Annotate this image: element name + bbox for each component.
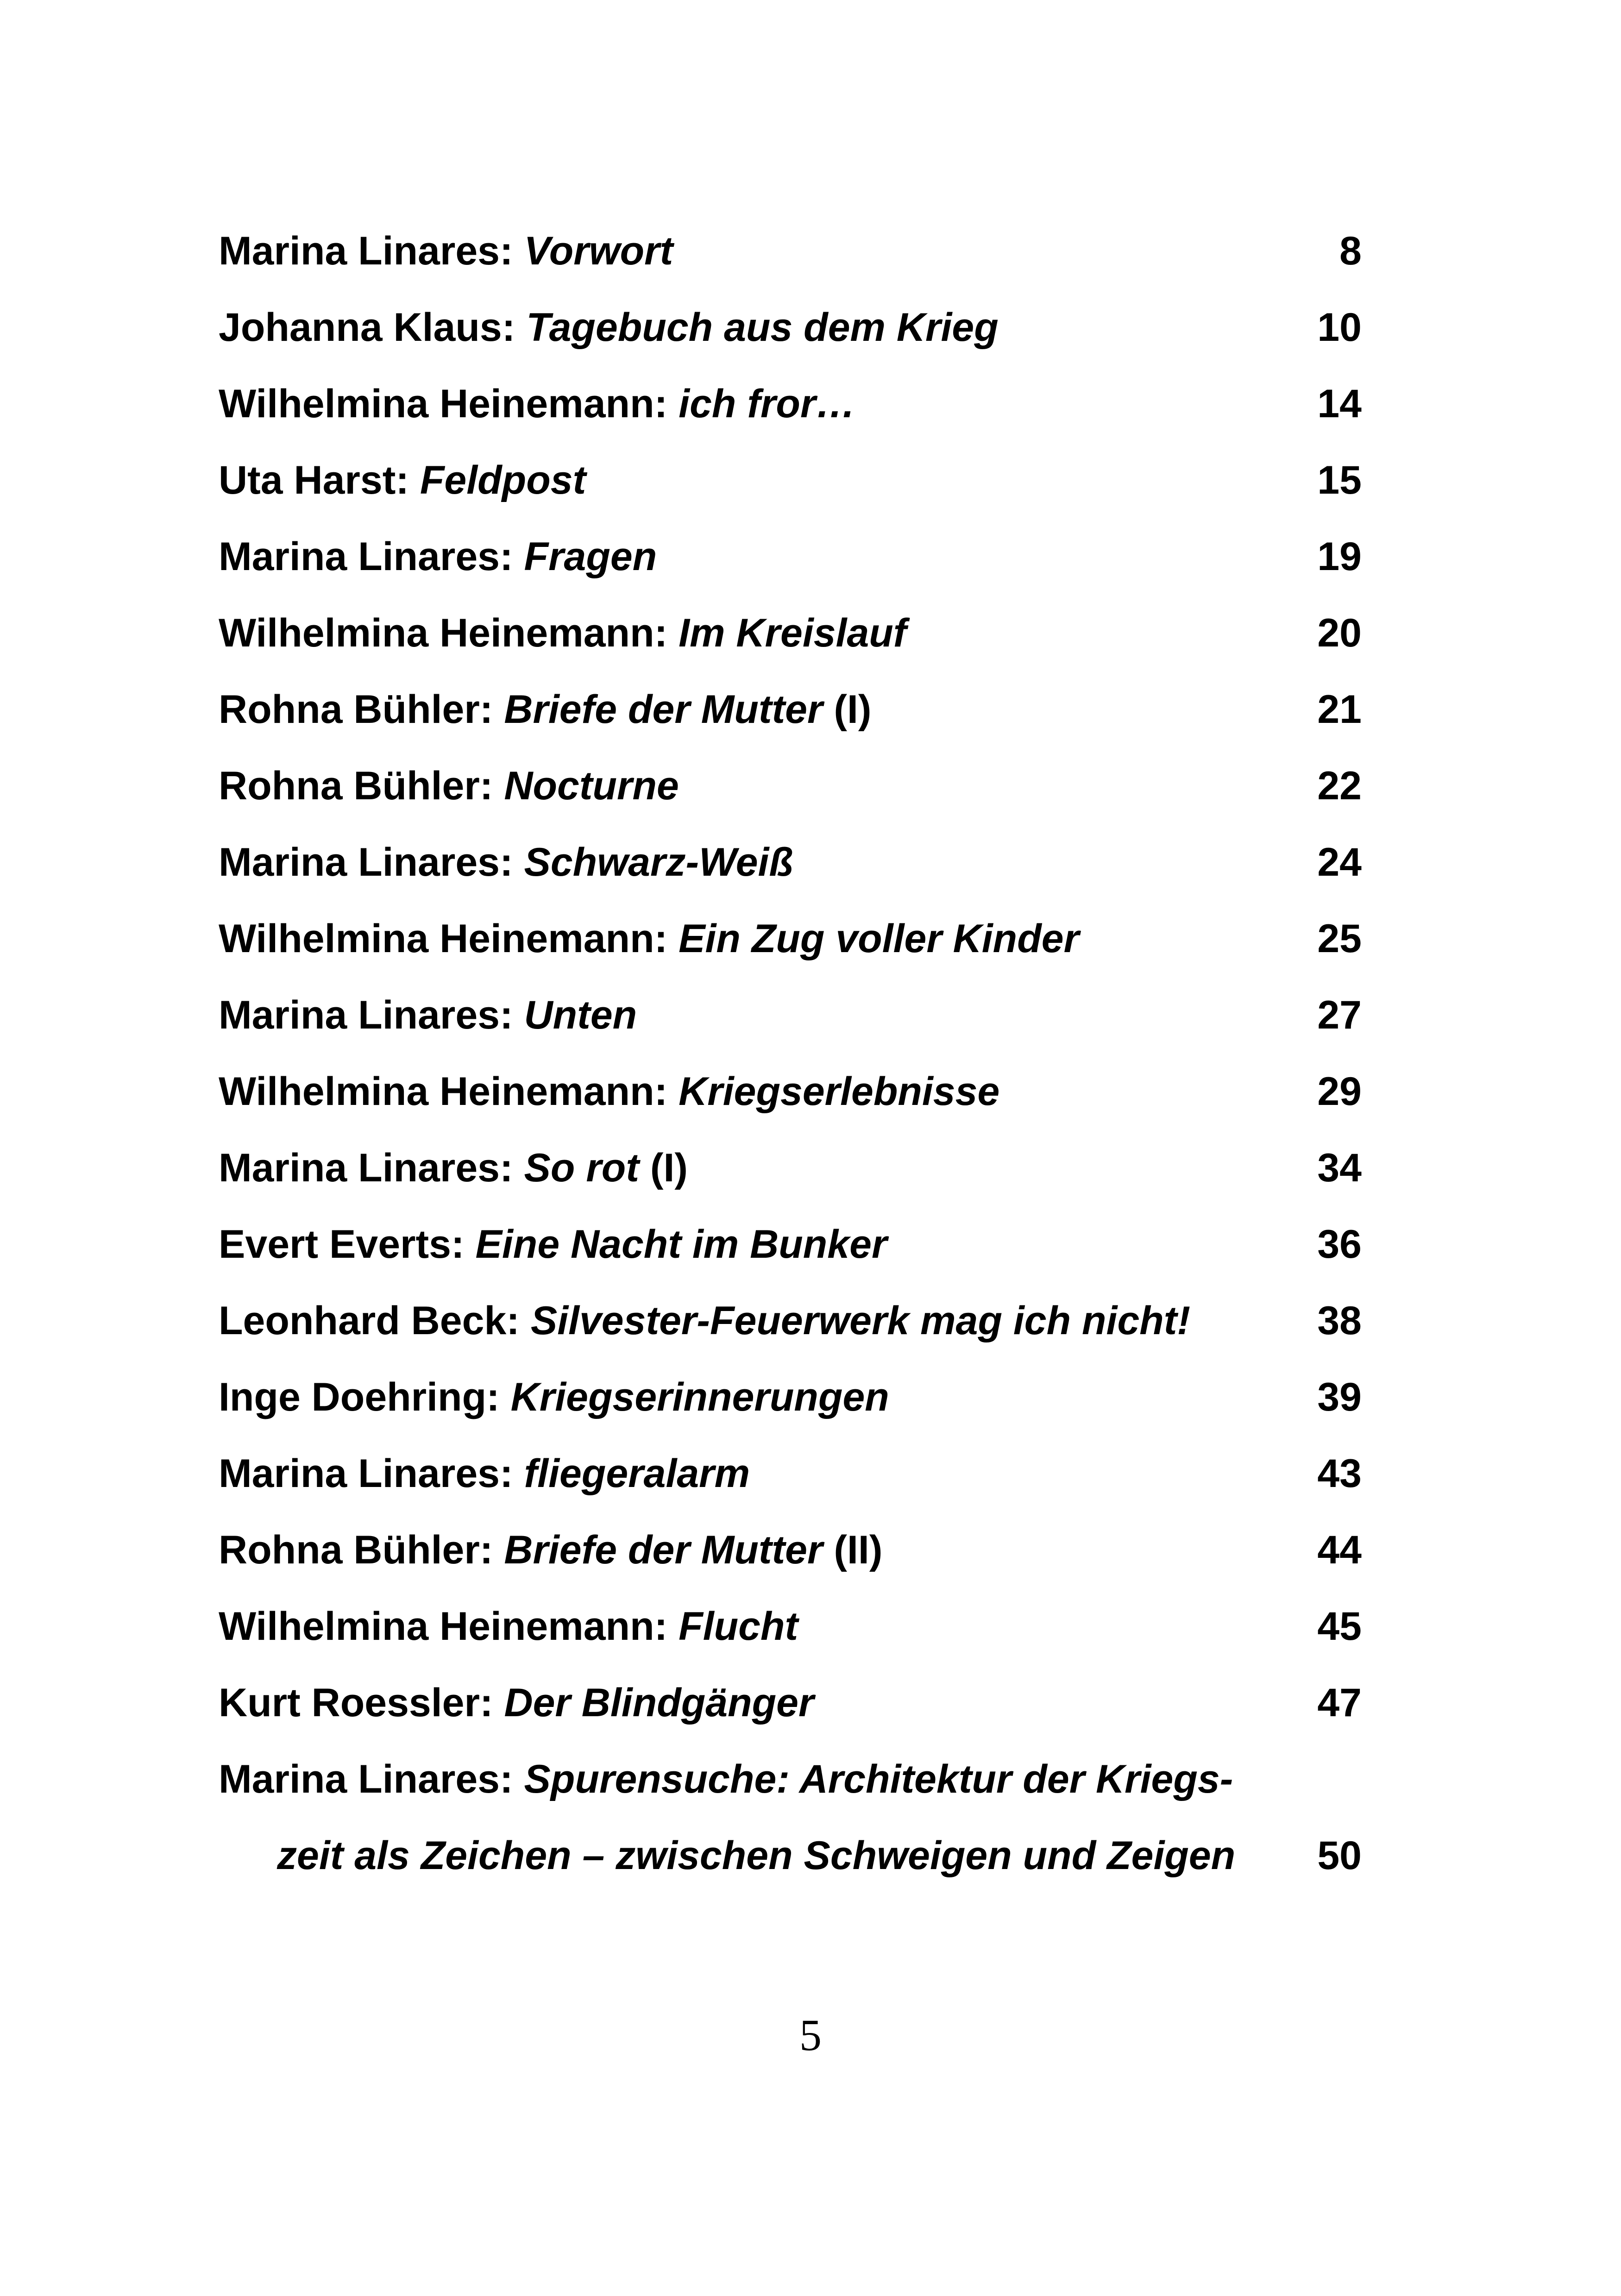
- toc-title: Feldpost: [420, 458, 586, 502]
- toc-title: Nocturne: [504, 764, 679, 808]
- toc-title-suffix: (I): [834, 687, 872, 732]
- toc-entry: [219, 1436, 1362, 1512]
- toc-author: Uta Harst:: [219, 458, 409, 502]
- toc-title: Im Kreislauf: [679, 611, 907, 655]
- toc-author: Marina Linares:: [219, 1146, 513, 1190]
- toc-author: Wilhelmina Heinemann:: [219, 916, 668, 961]
- toc-entry: [219, 442, 1362, 519]
- toc-title: Ein Zug voller Kinder: [679, 916, 1080, 961]
- toc-title: ich fror…: [679, 382, 856, 426]
- toc-page-number: 45: [1317, 1604, 1362, 1649]
- toc-entry: [219, 289, 1362, 366]
- toc-page-number: 19: [1317, 534, 1362, 579]
- toc-page-number: 39: [1317, 1375, 1362, 1419]
- toc-title: Eine Nacht im Bunker: [475, 1222, 887, 1267]
- toc-title: Kriegserinnerungen: [510, 1375, 889, 1419]
- toc-title: Kriegserlebnisse: [679, 1069, 1000, 1114]
- toc-entry: [219, 1206, 1362, 1283]
- toc-entry: [219, 901, 1362, 977]
- toc-entry: [219, 1665, 1362, 1741]
- toc-page-number: 14: [1317, 382, 1362, 426]
- toc-author: Leonhard Beck:: [219, 1299, 520, 1343]
- toc-page-number: 29: [1317, 1069, 1362, 1114]
- toc-page-number: 10: [1317, 305, 1362, 350]
- toc-author: Marina Linares:: [219, 840, 513, 885]
- toc-entry: [219, 1512, 1362, 1588]
- toc-entry: [219, 671, 1362, 748]
- toc-entry: [219, 1588, 1362, 1665]
- toc-author: Marina Linares:: [219, 534, 513, 579]
- toc-page-number: 43: [1317, 1451, 1362, 1496]
- toc-entry: [219, 824, 1362, 901]
- toc-page-number: 8: [1339, 229, 1362, 273]
- toc-page-number: 38: [1317, 1299, 1362, 1343]
- toc-entry: [219, 213, 1362, 289]
- toc-page-number: 21: [1317, 687, 1362, 732]
- toc-page-number: 15: [1317, 458, 1362, 502]
- toc-entry: [219, 748, 1362, 824]
- toc-entry: [219, 595, 1362, 671]
- page-number: 5: [799, 2010, 822, 2060]
- toc-author: Marina Linares:: [219, 1451, 513, 1496]
- toc-author: Wilhelmina Heinemann:: [219, 1604, 668, 1649]
- toc-page-number: 27: [1317, 993, 1362, 1037]
- toc-author: Wilhelmina Heinemann:: [219, 611, 668, 655]
- toc-author: Rohna Bühler:: [219, 1528, 493, 1572]
- toc-page-number: 22: [1317, 764, 1362, 808]
- table-of-contents: [219, 213, 1362, 1741]
- toc-author: Wilhelmina Heinemann:: [219, 382, 668, 426]
- toc-page-number: 34: [1317, 1146, 1362, 1190]
- toc-entry: [219, 366, 1362, 442]
- toc-title-suffix: (I): [650, 1146, 688, 1190]
- toc-entry: [219, 977, 1362, 1054]
- toc-page-number: 36: [1317, 1222, 1362, 1267]
- toc-entry: [219, 1054, 1362, 1130]
- toc-page-number: 20: [1317, 611, 1362, 655]
- toc-entry: [219, 1741, 1362, 1878]
- toc-title: Briefe der Mutter: [504, 687, 823, 732]
- toc-page-number: 44: [1317, 1528, 1362, 1572]
- toc-author: Marina Linares:: [219, 229, 513, 273]
- toc-title: Schwarz-Weiß: [524, 840, 793, 885]
- toc-title: Flucht: [679, 1604, 798, 1649]
- toc-title: So rot: [524, 1146, 639, 1190]
- toc-title-suffix: (II): [834, 1528, 883, 1572]
- toc-entry: [219, 1359, 1362, 1436]
- toc-page-number: 25: [1317, 916, 1362, 961]
- toc-entry: [219, 1283, 1362, 1359]
- toc-page-number: 24: [1317, 840, 1362, 885]
- toc-author: Wilhelmina Heinemann:: [219, 1069, 668, 1114]
- toc-title: Vorwort: [524, 229, 673, 273]
- toc-page-number: 50: [1317, 1833, 1362, 1878]
- toc-author: Marina Linares:: [219, 993, 513, 1037]
- toc-entry: [219, 1130, 1362, 1206]
- toc-title: Silvester-Feuerwerk mag ich nicht!: [530, 1299, 1191, 1343]
- toc-author: Kurt Roessler:: [219, 1681, 493, 1725]
- toc-author: Marina Linares:: [219, 1757, 513, 1801]
- toc-page-number: 47: [1317, 1681, 1362, 1725]
- toc-author: Inge Doehring:: [219, 1375, 500, 1419]
- toc-title: Spurensuche: Architektur der Kriegs-: [524, 1757, 1233, 1801]
- toc-title: Der Blindgänger: [504, 1681, 814, 1725]
- toc-title: Tagebuch aus dem Krieg: [526, 305, 999, 350]
- toc-title-continuation: zeit als Zeichen – zwischen Schweigen und Zeigen: [277, 1833, 1236, 1878]
- toc-title: fliegeralarm: [524, 1451, 750, 1496]
- toc-author: Evert Everts:: [219, 1222, 465, 1267]
- toc-author: Johanna Klaus:: [219, 305, 515, 350]
- toc-title: Fragen: [524, 534, 657, 579]
- toc-entry: [219, 519, 1362, 595]
- toc-title: Briefe der Mutter: [504, 1528, 823, 1572]
- toc-author: Rohna Bühler:: [219, 764, 493, 808]
- toc-title: Unten: [524, 993, 637, 1037]
- toc-author: Rohna Bühler:: [219, 687, 493, 732]
